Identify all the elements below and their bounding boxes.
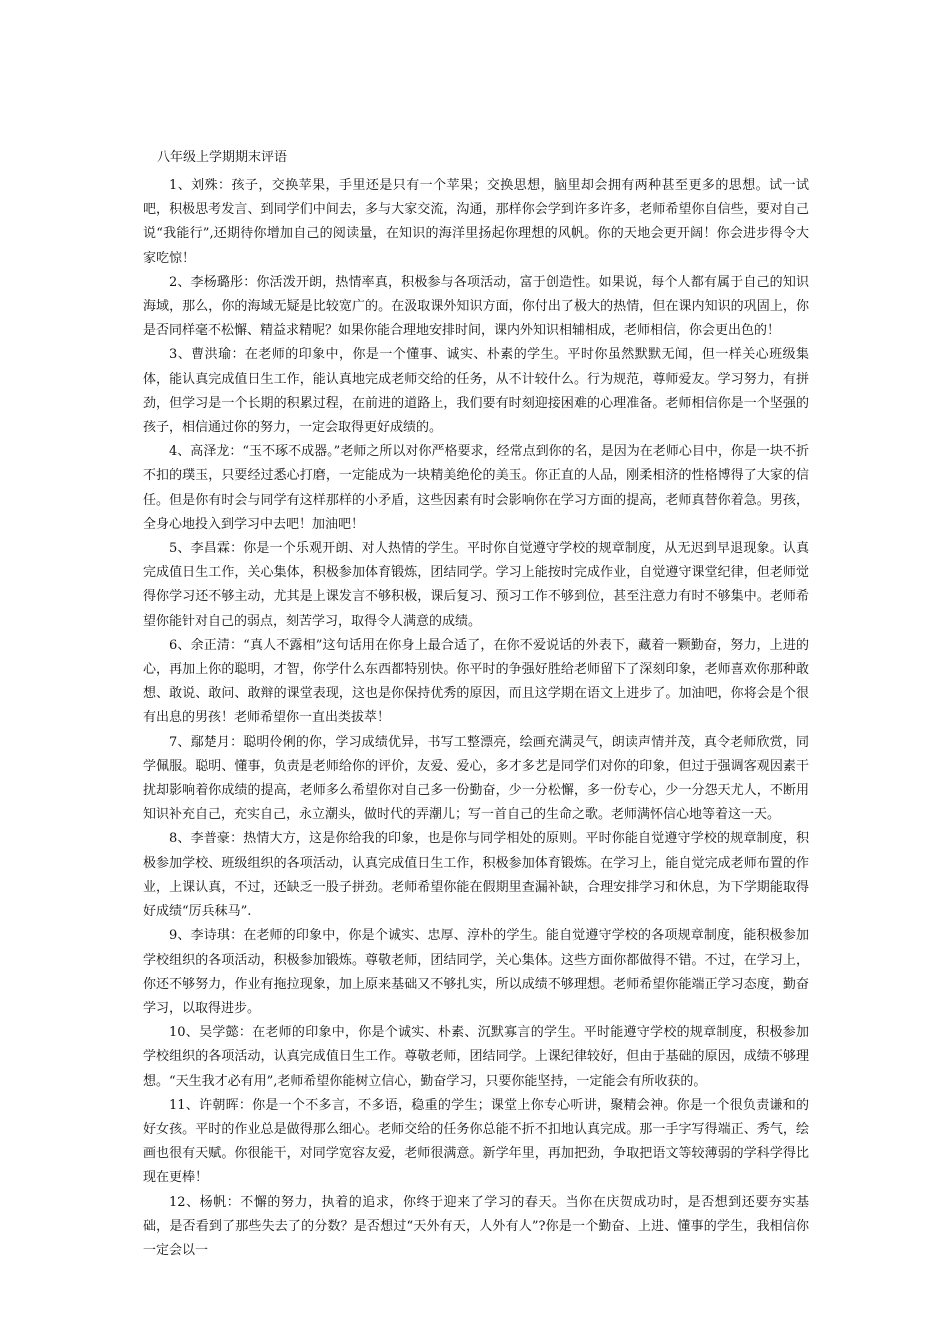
comment-paragraph-11: 11、许朝晖：你是一个不多言，不多语，稳重的学生；课堂上你专心听讲，聚精会神。你是一个很负责谦和的好女孩。平时的作业总是做得那么细心。老师交给的任务你总能不折不扣地认真完成。那一手字写得端正、秀气，绘画也很有天赋。你很能干，对同学宽容友爱，老师很满意。新学年里，再加把劲，争取把语文等较薄弱的学科学得比现在更棒！ (143, 1097, 809, 1186)
comment-paragraph-8: 8、李普豪：热情大方，这是你给我的印象，也是你与同学相处的原则。平时你能自觉遵守学校的规章制度，积极参加学校、班级组织的各项活动，认真完成值日生工作，积极参加体育锻炼。在学习上，能自觉完成老师布置的作业，上课认真，不过，还缺乏一股子拼劲。老师希望你能在假期里查漏补缺，合理安排学习和休息，为下学期能取得好成绩“厉兵秣马”. (143, 831, 809, 920)
document-page (143, 148, 809, 1263)
comment-paragraph-12: 12、杨帆：不懈的努力，执着的追求，你终于迎来了学习的春天。当你在庆贺成功时，是否想到还要夯实基础，是否看到了那些失去了的分数？是否想过“天外有天，人外有人”?你是一个勤奋、上进、懂事的学生，我相信你一定会以一 (143, 1194, 809, 1258)
comment-paragraph-9: 9、李诗琪：在老师的印象中，你是个诚实、忠厚、淳朴的学生。能自觉遵守学校的各项规章制度，能积极参加学校组织的各项活动，积极参加锻炼。尊敬老师，团结同学，关心集体。这些方面你都做得不错。不过，在学习上，你还不够努力，作业有拖拉现象，加上原来基础又不够扎实，所以成绩不够理想。老师希望你能端正学习态度，勤奋学习，以取得进步。 (143, 928, 809, 1016)
comment-paragraph-6: 6、余正清：“真人不露相”这句话用在你身上最合适了，在你不爱说话的外表下，藏着一颗勤奋，努力，上进的心，再加上你的聪明，才智，你学什么东西都特别快。你平时的争强好胜给老师留下了深刻印象，老师喜欢你那种敢想、敢说、敢问、敢辩的课堂表现，这也是你保持优秀的原因，而且这学期在语文上进步了。加油吧，你将会是个很有出息的男孩！老师希望你一直出类拔萃！ (143, 637, 809, 726)
comment-paragraph-3: 3、曹洪瑜：在老师的印象中，你是一个懂事、诚实、朴素的学生。平时你虽然默默无闻，但一样关心班级集体，能认真完成值日生工作，能认真地完成老师交给的任务，从不计较什么。行为规范，尊师爱友。学习努力，有拼劲，但学习是一个长期的积累过程，在前进的道路上，我们要有时刻迎接困难的心理准备。老师相信你是一个坚强的孩子，相信通过你的努力，一定会取得更好成绩的。 (143, 347, 809, 436)
comment-paragraph-2: 2、李杨璐彤：你活泼开朗，热情率真，积极参与各项活动，富于创造性。如果说，每个人都有属于自己的知识海域，那么，你的海域无疑是比较宽广的。在汲取课外知识方面，你付出了极大的热情，但在课内知识的巩固上，你是否同样毫不松懈、精益求精呢？如果你能合理地安排时间，课内外知识相辅相成，老师相信，你会更出色的！ (143, 274, 809, 339)
document-title: 八年级上学期期末评语 (157, 150, 288, 165)
comment-paragraph-7: 7、鄢楚月：聪明伶俐的你，学习成绩优异，书写工整漂亮，绘画充满灵气，朗读声情并茂，真令老师欣赏，同学佩服。聪明、懂事，负责是老师给你的评价，友爱、爱心，多才多艺是同学们对你的印象，但过于强调客观因素干扰却影响着你成绩的提高，老师多么希望你对自己多一份勤奋，少一分松懈，多一份专心，少一分怨天尤人，不断用知识补充自己，充实自己，永立潮头，做时代的弄潮儿；写一首自己的生命之歌。老师满怀信心地等着这一天。 (143, 734, 809, 823)
comment-paragraph-4: 4、高泽龙：“玉不琢不成器。”老师之所以对你严格要求，经常点到你的名，是因为在老师心目中，你是一块不折不扣的璞玉，只要经过悉心打磨，一定能成为一块精美绝伦的美玉。你正直的人品，刚柔相济的性格博得了大家的信任。但是你有时会与同学有这样那样的小矛盾，这些因素有时会影响你在学习方面的提高，老师真替你着急。男孩，全身心地投入到学习中去吧！加油吧！ (143, 444, 809, 532)
comment-paragraph-1: 1、刘殊：孩子，交换苹果，手里还是只有一个苹果；交换思想，脑里却会拥有两种甚至更多的思想。试一试吧，积极思考发言、到同学们中间去，多与大家交流，沟通，那样你会学到许多许多，老师希望你自信些，要对自己说“我能行”,还期待你增加自己的阅读量，在知识的海洋里扬起你理想的风帆。你的天地会更开阔！你会进步得令大家吃惊！ (143, 178, 809, 266)
comment-paragraph-10: 10、吴学懿：在老师的印象中，你是个诚实、朴素、沉默寡言的学生。平时能遵守学校的规章制度，积极参加学校组织的各项活动，认真完成值日生工作。尊敬老师，团结同学。上课纪律较好，但由于基础的原因，成绩不够理想。“天生我才必有用”,老师希望你能树立信心，勤奋学习，只要你能坚持，一定能会有所收获的。 (143, 1025, 809, 1089)
comment-paragraph-5: 5、李昌霖：你是一个乐观开朗、对人热情的学生。平时你自觉遵守学校的规章制度，从无迟到早退现象。认真完成值日生工作，关心集体，积极参加体育锻炼，团结同学。学习上能按时完成作业，自觉遵守课堂纪律，但老师觉得你学习还不够主动，尤其是上课发言不够积极，课后复习、预习工作不够到位，甚至注意力有时不够集中。老师希望你能针对自己的弱点，刻苦学习，取得令人满意的成绩。 (143, 541, 809, 629)
